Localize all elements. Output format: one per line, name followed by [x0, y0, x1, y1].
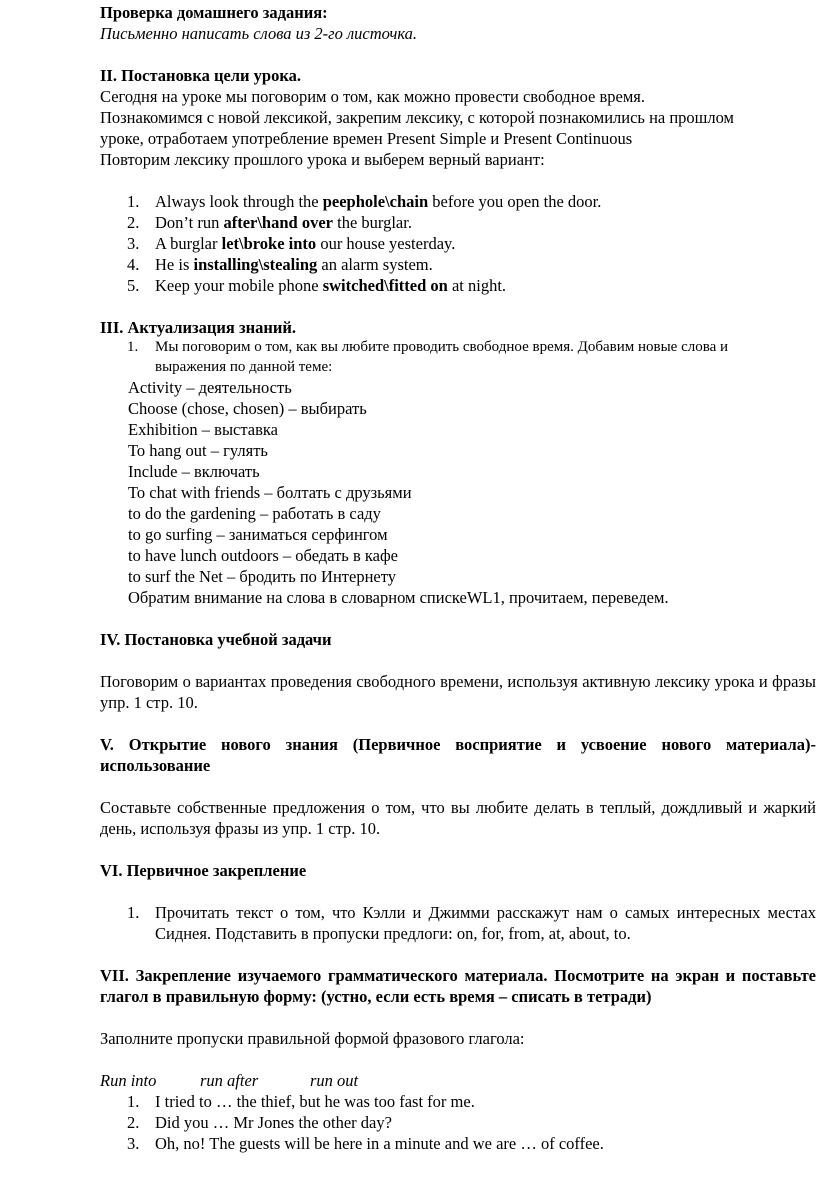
verb-option: run out — [310, 1071, 359, 1090]
list-item: 2. Don’t run after\hand over the burglar. — [127, 213, 412, 232]
vocab-entry: Choose (chose, chosen) – выбирать — [128, 399, 367, 418]
list-item: 5. Keep your mobile phone switched\fitted on at night. — [127, 276, 507, 295]
section-3-heading: III. Актуализация знаний. — [100, 318, 296, 337]
homework-heading: Проверка домашнего задания: — [100, 3, 328, 22]
vocab-entry: to have lunch outdoors – обедать в кафе — [128, 546, 398, 565]
verb-option: run after — [200, 1071, 259, 1090]
phrasal-verbs-row — [100, 1070, 816, 1091]
homework-task: Письменно написать слова из 2-го листочка. — [100, 24, 418, 43]
phrasal-verb-exercise — [100, 1091, 816, 1154]
section-2-line: Сегодня на уроке мы поговорим о том, как можно провести свободное время. — [100, 87, 646, 106]
section-7-heading: VII. Закрепление изучаемого грамматического материала. Посмотрите на экран и поставьте глагол в правильную форму: (устно, если есть время – списать в тетради) — [100, 966, 816, 1006]
list-item: 1. Мы поговорим о том, как вы любите проводить свободное время. Добавим новые слова и выражения по данной теме: — [127, 339, 729, 375]
document-page — [100, 0, 816, 1154]
section-6-heading: VI. Первичное закрепление — [100, 861, 307, 880]
list-item: 2. Did you … Mr Jones the other day? — [127, 1113, 392, 1132]
vocab-entry: to go surfing – заниматься серфингом — [128, 525, 388, 544]
vocab-entry: To chat with friends – болтать с друзьями — [128, 483, 412, 502]
new-vocabulary — [100, 377, 816, 608]
vocab-entry: Include – включать — [128, 462, 260, 481]
section-2-line: уроке, отработаем употребление времен Present Simple и Present Continuous — [100, 129, 633, 148]
list-item: 3. A burglar let\broke into our house yesterday. — [127, 234, 456, 253]
section-4-heading: IV. Постановка учебной задачи — [100, 630, 332, 649]
vocab-entry: To hang out – гулять — [128, 441, 268, 460]
vocab-entry: Exhibition – выставка — [128, 420, 278, 439]
vocab-entry: Activity – деятельность — [128, 378, 292, 397]
section-5-heading: V. Открытие нового знания (Первичное восприятие и усвоение нового материала)-использование — [100, 735, 816, 775]
list-item: 4. He is installing\stealing an alarm system. — [127, 255, 433, 274]
section-2-line: Познакомимся с новой лексикой, закрепим лексику, с которой познакомились на прошлом — [100, 108, 735, 127]
list-item: 1. Always look through the peephole\chain before you open the door. — [127, 192, 602, 211]
section-2-line: Повторим лексику прошлого урока и выберем верный вариант: — [100, 150, 545, 169]
section-7-instruction: Заполните пропуски правильной формой фразового глагола: — [100, 1029, 525, 1048]
vocab-entry: to do the gardening – работать в саду — [128, 504, 381, 523]
section-4-text: Поговорим о вариантах проведения свободного времени, используя активную лексику урока и фразы упр. 1 стр. 10. — [100, 672, 816, 712]
vocab-entry: to surf the Net – бродить по Интернету — [128, 567, 396, 586]
list-item: 1. I tried to … the thief, but he was too fast for me. — [127, 1092, 475, 1111]
vocab-review-list — [100, 191, 816, 296]
vocab-note: Обратим внимание на слова в словарном спискеWL1, прочитаем, переведем. — [128, 588, 669, 607]
verb-option: Run into — [100, 1071, 157, 1090]
section-5-text: Составьте собственные предложения о том, что вы любите делать в теплый, дождливый и жаркий день, используя фразы из упр. 1 стр. 10. — [100, 798, 816, 838]
list-item: 1. Прочитать текст о том, что Кэлли и Джимми расскажут нам о самых интересных местах Сиднея. Подставить в пропуски предлоги: on, for, from, at, about, to. — [127, 903, 816, 943]
section-2-heading: II. Постановка цели урока. — [100, 66, 301, 85]
list-item: 3. Oh, no! The guests will be here in a minute and we are … of coffee. — [127, 1134, 604, 1153]
